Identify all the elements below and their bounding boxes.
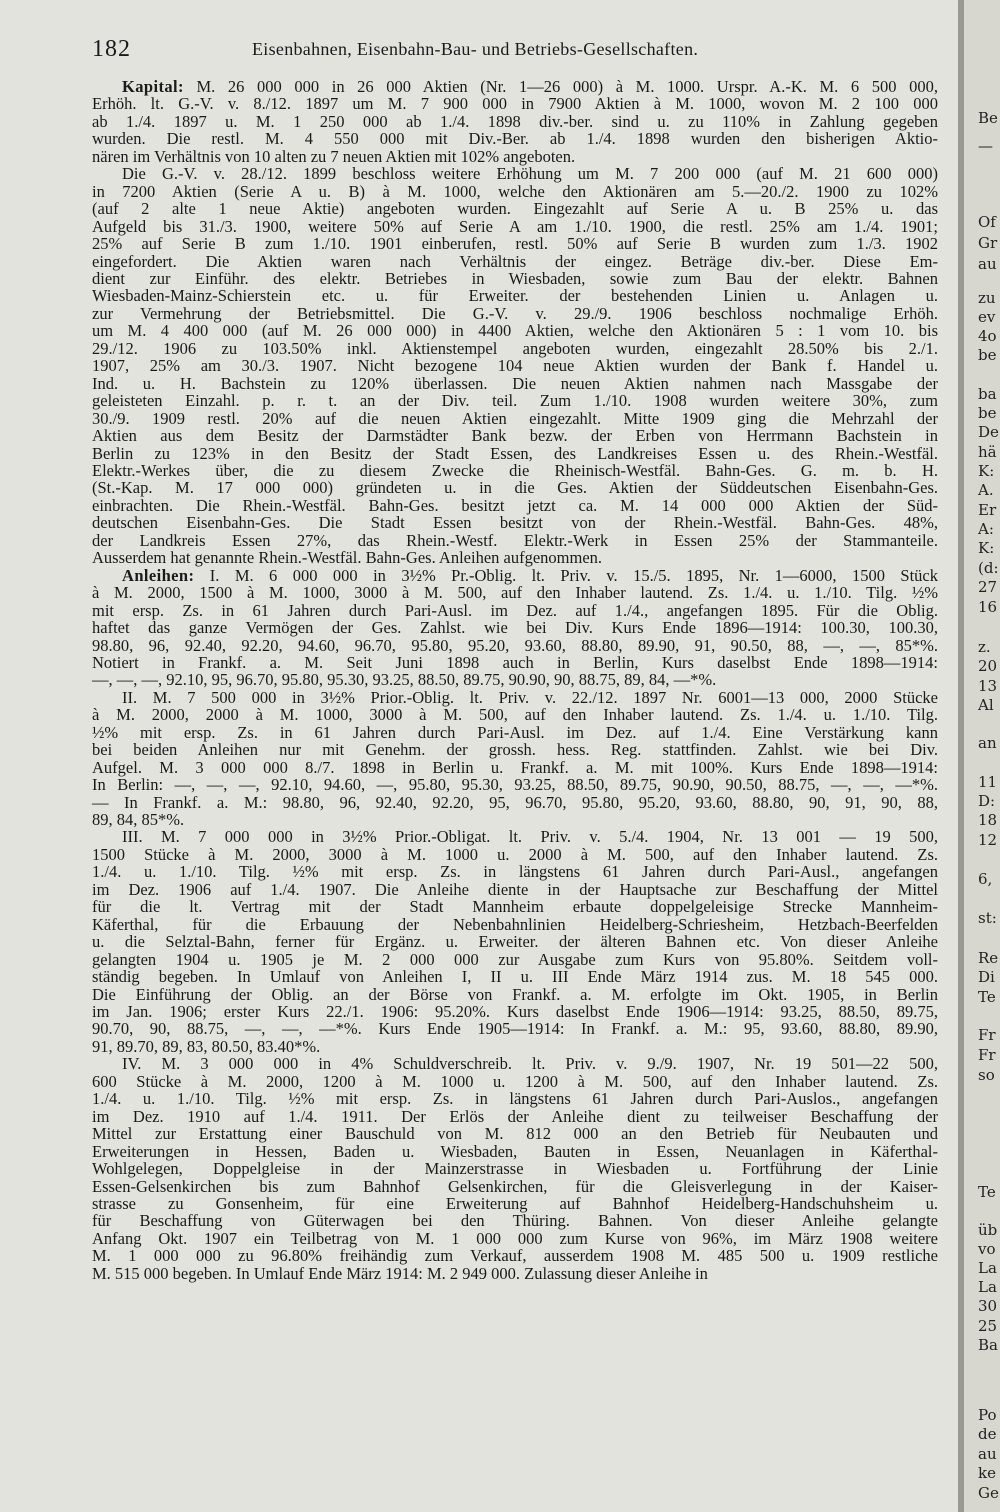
- adjacent-page-fragment: Al: [978, 696, 994, 714]
- text-line: M. 1 000 000 zu 96.80% freihändig zum Verkauf, ausserdem 1908 M. 485 500 u. 1909 restliche: [92, 1246, 938, 1266]
- text-line: ab 1./4. 1897 u. M. 1 250 000 ab 1./4. 1898 div.-ber. sind u. zu 110% in Zahlung gegeben: [92, 111, 938, 131]
- text-line: Erweiterungen in Hessen, Baden u. Wiesbaden, Bauten in Essen, Neuanlagen in Käferthal-: [92, 1141, 938, 1161]
- adjacent-page-fragment: üb: [978, 1221, 998, 1239]
- adjacent-page-fragment: 30: [978, 1297, 998, 1315]
- adjacent-page-fragment: ev: [978, 308, 996, 326]
- adjacent-page-fragment: 25: [978, 1317, 998, 1335]
- adjacent-page-fragment: Re: [978, 949, 999, 967]
- adjacent-page-fragment: 4o: [978, 327, 997, 345]
- adjacent-page-fragment: Fr: [978, 1026, 996, 1044]
- text-line: in 7200 Aktien (Serie A u. B) à M. 1000, welche den Aktionären am 5.—20./2. 1900 zu 102%: [92, 181, 938, 201]
- adjacent-page-edge: [964, 0, 1000, 1512]
- text-line: Notiert in Frankf. a. M. Seit Juni 1898 auch in Berlin, Kurs daselbst Ende 1898—1914:: [92, 652, 938, 672]
- adjacent-page-fragment: 16: [978, 598, 998, 616]
- adjacent-page-fragment: (d:: [978, 559, 999, 577]
- text-line: der Landkreis Essen 27%, das Rhein.-Westf. Elektr.-Werk in Essen 25% der Stammanteile.: [92, 530, 938, 550]
- text-line: um M. 4 400 000 (auf M. 26 000 000) in 4400 Aktien, welche den Aktionären 5 : 1 vom 10. bis: [92, 321, 938, 341]
- text-line: Wiesbaden-Mainz-Schierstein etc. u. für Erweiter. der bestehenden Linien u. Anlagen u.: [92, 286, 938, 306]
- text-line: (auf 2 alte 1 neue Aktie) angeboten wurden. Eingezahlt auf Serie A u. B 25% u. das: [92, 199, 938, 219]
- adjacent-page-fragment: La: [978, 1278, 997, 1296]
- anleihen-loan-4: [92, 1055, 938, 1282]
- adjacent-page-fragment: Po: [978, 1406, 997, 1424]
- text-line: wurden. Die restl. M. 4 550 000 mit Div.-Ber. ab 1./4. 1898 wurden den bisherigen Aktio-: [92, 129, 938, 149]
- text-line: 1907, 25% am 30./3. 1907. Nicht bezogene 104 neue Aktien wurden der Bank f. Handel u.: [92, 356, 938, 376]
- text-line: 90.70, 90, 88.75, —, —, —*%. Kurs Ende 1905—1914: In Frankf. a. M.: 95, 93.60, 88.80, 89.90,: [92, 1019, 938, 1039]
- adjacent-page-fragment: —: [978, 137, 993, 155]
- text-line: M. 515 000 begeben. In Umlauf Ende März 1914: M. 2 949 000. Zulassung dieser Anleihe in: [92, 1263, 708, 1283]
- text-line: (St.-Kap. M. 17 000 000) gründeten u. in die Ges. Aktien der Süddeutschen Eisenbahn-Ges.: [92, 478, 938, 498]
- text-line: nären im Verhältnis von 10 alten zu 7 neuen Aktien mit 102% angeboten.: [92, 146, 576, 166]
- text-line: 600 Stücke à M. 2000, 1200 à M. 1000 u. 1200 à M. 500, auf den Inhaber lautend. Zs.: [92, 1071, 938, 1091]
- anleihen-heading: Anleihen:: [122, 565, 195, 585]
- adjacent-page-fragment: Ba: [978, 1336, 998, 1354]
- text-line: — In Frankf. a. M.: 98.80, 96, 92.40, 92.20, 95, 96.70, 95.80, 95.20, 93.60, 88.80, 90, 91, 90, 88,: [92, 792, 938, 812]
- adjacent-page-fragment: Of: [978, 213, 996, 231]
- adjacent-page-fragment: K:: [978, 462, 995, 480]
- text-line: 98.80, 96, 92.40, 92.20, 94.60, 96.70, 95.80, 95.20, 93.60, 88.80, 89.90, 91, 90.50, 88, —, —, 85*%.: [92, 635, 938, 655]
- body-text: [92, 78, 938, 1282]
- adjacent-page-fragment: La: [978, 1259, 997, 1277]
- kapital-paragraph-1: [92, 78, 938, 165]
- text-line: I. M. 6 000 000 in 3½% Pr.-Oblig. lt. Priv. v. 15./5. 1895, Nr. 1—6000, 1500 Stück: [194, 565, 938, 585]
- text-line: im Dez. 1910 auf 1./4. 1911. Der Erlös der Anleihe dient zu teilweiser Beschaffung der: [92, 1106, 938, 1126]
- page-number: 182: [92, 36, 131, 62]
- adjacent-page-fragment: zu: [978, 289, 996, 307]
- text-line: im Jan. 1906; erster Kurs 22./1. 1906: 95.20%. Kurs daselbst Ende 1906—1914: 93.25, 88.50, 89.75,: [92, 1002, 938, 1022]
- adjacent-page-fragment: be: [978, 346, 997, 364]
- text-line: II. M. 7 500 000 in 3½% Prior.-Oblig. lt. Priv. v. 22./12. 1897 Nr. 6001—13 000, 2000 Stücke: [122, 687, 938, 707]
- text-line: à M. 2000, 1500 à M. 1000, 3000 à M. 500, auf den Inhaber lautend. Zs. 1./4. u. 1./10. Tilg. ½%: [92, 583, 938, 603]
- adjacent-page-fragment: Gr: [978, 234, 998, 252]
- text-line: für die lt. Vertrag mit der Stadt Mannheim erbaute doppelgeleisige Strecke Mannheim-: [92, 897, 938, 917]
- text-line: haftet das ganze Vermögen der Ges. Zahlst. wie bei Div. Kurs Ende 1896—1914: 100.30, 100.30,: [92, 618, 938, 638]
- adjacent-page-fragment: Be: [978, 109, 998, 127]
- text-line: u. die Selztal-Bahn, ferner für Ergänz. u. Erweiter. der älteren Bahnen etc. Von dieser Anleihe: [92, 932, 938, 952]
- adjacent-page-fragment: 11: [978, 773, 998, 791]
- text-line: Essen-Gelsenkirchen bis zum Bahnhof Gelsenkirchen, für die Gleisverlegung in der Kaiser-: [92, 1176, 938, 1196]
- adjacent-page-fragment: 18: [978, 811, 998, 829]
- text-line: für Beschaffung von Güterwagen bei den Thüring. Bahnen. Von dieser Anleihe gelangte: [92, 1211, 938, 1231]
- text-line: In Berlin: —, —, —, 92.10, 94.60, —, 95.80, 95.30, 93.25, 88.50, 89.75, 90.90, 90.50, 88.75, —, —, —*%.: [92, 775, 938, 795]
- adjacent-page-fragment: 27: [978, 578, 998, 596]
- adjacent-page-fragment: A.: [978, 481, 994, 499]
- adjacent-page-fragment: Fr: [978, 1046, 996, 1064]
- adjacent-page-fragment: 13: [978, 677, 998, 695]
- adjacent-page-fragment: De: [978, 423, 999, 441]
- running-title: Eisenbahnen, Eisenbahn-Bau- und Betriebs-Gesellschaften.: [252, 39, 699, 59]
- adjacent-page-fragment: Te: [978, 988, 996, 1006]
- text-line: Die Einführung der Oblig. an der Börse von Frankf. a. M. erfolgte im Okt. 1905, in Berlin: [92, 984, 938, 1004]
- text-line: strasse zu Gonsenheim, für eine Erweiterung auf Bahnhof Heidelberg-Handschuhsheim u.: [92, 1194, 938, 1213]
- text-line: Die G.-V. v. 28./12. 1899 beschloss weitere Erhöhung um M. 7 200 000 (auf M. 21 600 000): [122, 164, 938, 184]
- text-line: 1./4. u. 1./10. Tilg. ½% mit ersp. Zs. in längstens 61 Jahren durch Pari-Auslos., angefangen: [92, 1089, 938, 1109]
- text-line: 1500 Stücke à M. 2000, 3000 à M. 1000 u. 2000 à M. 500, auf den Inhaber lautend. Zs.: [92, 844, 938, 864]
- adjacent-page-fragment: an: [978, 734, 997, 752]
- text-line: ständig begeben. In Umlauf von Anleihen I, II u. III Ende März 1914 zus. M. 18 545 000.: [92, 967, 938, 987]
- page-header: [92, 36, 932, 62]
- adjacent-page-fragment: A:: [978, 520, 994, 538]
- text-line: Käferthal, für die Erbauung der Nebenbahnlinien Heidelberg-Schriesheim, Hetzbach-Beerfelden: [92, 914, 938, 934]
- text-line: Wohlgelegen, Doppelgleise in der Mainzerstrasse in Wiesbaden u. Fortführung der Linie: [92, 1159, 938, 1179]
- text-line: Aufgel. M. 3 000 000 8./7. 1898 in Berlin u. Frankf. a. M. mit 100%. Kurs Ende 1898—1914:: [92, 757, 938, 777]
- anleihen-loan-3: [92, 828, 938, 1055]
- adjacent-page-fragment: vo: [978, 1240, 996, 1258]
- text-line: 91, 89.70, 89, 83, 80.50, 83.40*%.: [92, 1036, 321, 1056]
- adjacent-page-fragment: hä: [978, 443, 997, 461]
- text-line: Ausserdem hat genannte Rhein.-Westfäl. Bahn-Ges. Anleihen aufgenommen.: [92, 548, 603, 568]
- anleihen-loan-1: [92, 567, 938, 689]
- text-line: im Dez. 1906 auf 1./4. 1907. Die Anleihe diente in der Hauptsache zur Beschaffung der Mittel: [92, 879, 938, 899]
- adjacent-page-fragment: ba: [978, 385, 997, 403]
- adjacent-page-fragment: 12: [978, 831, 998, 849]
- text-line: gelangten 1904 u. 1905 je M. 2 000 000 zur Ausgabe zum Kurs von 95.80%. Seitdem voll-: [92, 949, 938, 969]
- adjacent-page-fragment: au: [978, 255, 997, 273]
- adjacent-page-fragment: Ge: [978, 1484, 999, 1502]
- text-line: Elektr.-Werkes über, die zu diesem Zwecke die Rheinisch-Westfäl. Bahn-Ges. G. m. b. H.: [92, 460, 938, 480]
- adjacent-page-fragment: st:: [978, 909, 997, 927]
- adjacent-page-fragment: Er: [978, 501, 997, 519]
- adjacent-page-fragment: z.: [978, 638, 991, 656]
- adjacent-page-fragment: 6,: [978, 870, 993, 888]
- text-line: III. M. 7 000 000 in 3½% Prior.-Obligat. lt. Priv. v. 5./4. 1904, Nr. 13 001 — 19 500,: [122, 827, 938, 847]
- text-line: eingefordert. Die Aktien waren nach Verhältnis der eingez. Beträge div.-ber. Diese Em-: [92, 251, 938, 271]
- text-line: dient zur Einführ. des elektr. Betriebes in Wiesbaden, sowie zum Bau der elektr. Bahnen: [92, 268, 938, 288]
- adjacent-page-fragment: au: [978, 1445, 997, 1463]
- text-line: à M. 2000, 2000 à M. 1000, 3000 à M. 500, auf den Inhaber lautend. Zs. 1./4. u. 1./10. Tilg.: [92, 705, 938, 725]
- adjacent-page-fragment: D:: [978, 792, 996, 810]
- adjacent-page-fragment: de: [978, 1425, 997, 1443]
- text-line: IV. M. 3 000 000 in 4% Schuldverschreib. lt. Priv. v. 9./9. 1907, Nr. 19 501—22 500,: [122, 1054, 938, 1074]
- adjacent-page-fragment: K:: [978, 539, 995, 557]
- text-line: 29./12. 1906 zu 103.50% inkl. Aktienstempel angeboten wurden, eingezahlt 28.50% bis 2./1.: [92, 338, 938, 358]
- adjacent-page-fragment: be: [978, 404, 997, 422]
- text-line: Erhöh. lt. G.-V. v. 8./12. 1897 um M. 7 900 000 in 7900 Aktien à M. 1000, wovon M. 2 100 000: [92, 94, 938, 114]
- text-line: 25% auf Serie B zum 1./10. 1901 einberufen, restl. 50% auf Serie B wurden zum 1./3. 1902: [92, 234, 938, 254]
- text-line: zur Vermehrung der Betriebsmittel. Die G.-V. v. 29./9. 1906 beschloss nochmalige Erhöh.: [92, 303, 938, 323]
- text-line: geleisteten Einzahl. p. r. t. an der Div. teil. Zum 1./10. 1908 wurden weitere 30%, zum: [92, 391, 938, 411]
- text-line: Aktien aus dem Besitz der Darmstädter Bank bezw. der Erben von Herrmann Bachstein in: [92, 426, 938, 446]
- anleihen-loan-2: [92, 689, 938, 829]
- adjacent-page-fragment: Di: [978, 968, 995, 986]
- text-line: Anfang Okt. 1907 ein Teilbetrag von M. 1 000 000 zum Kurse von 96%, im März 1908 weitere: [92, 1228, 938, 1248]
- adjacent-page-fragment: so: [978, 1066, 995, 1084]
- adjacent-page-fragment: 20: [978, 657, 998, 675]
- text-line: 1./4. u. 1./10. Tilg. ½% mit ersp. Zs. in längstens 61 Jahren durch Pari-Ausl., angefangen: [92, 862, 938, 882]
- kapital-heading: Kapital:: [122, 77, 184, 96]
- text-line: Ind. u. H. Bachstein zu 120% überlassen. Die neuen Aktien nahmen nach Massgabe der: [92, 373, 938, 393]
- text-line: Aufgeld bis 31./3. 1900, weitere 50% auf Serie A am 1./10. 1900, die restl. 25% am 1./4. 1901;: [92, 216, 938, 236]
- text-line: Berlin zu 123% in den Besitz der Stadt Essen, des Landkreises Essen u. des Rhein.-Westfäl.: [92, 443, 938, 463]
- text-line: bei beiden Anleihen nur mit Genehm. der grossh. hess. Reg. stattfinden. Zahlst. wie bei Div.: [92, 740, 938, 760]
- text-line: Mittel zur Erstattung einer Bauschuld von M. 812 000 an den Betrieb für Neubauten und: [92, 1124, 938, 1144]
- text-line: M. 26 000 000 in 26 000 Aktien (Nr. 1—26 000) à M. 1000. Urspr. A.-K. M. 6 500 000,: [183, 77, 938, 96]
- kapital-paragraph-2: [92, 165, 938, 566]
- text-line: —, —, —, 92.10, 95, 96.70, 95.80, 95.30, 93.25, 88.50, 89.75, 90.90, 90, 88.75, 89, 84, —*%.: [92, 670, 717, 690]
- text-line: ½% mit ersp. Zs. in 61 Jahren durch Pari-Ausl. im Dez. auf 1./4. Eine Verstärkung kann: [92, 722, 938, 742]
- anleihen-section: [92, 567, 938, 1283]
- text-line: deutschen Eisenbahn-Ges. Die Stadt Essen besitzt von der Rhein.-Westfäl. Bahn-Ges. 48%,: [92, 513, 938, 533]
- text-line: 30./9. 1909 restl. 20% auf die neuen Aktien eingezahlt. Mitte 1909 ging die Mehrzahl der: [92, 408, 938, 428]
- text-line: mit ersp. Zs. in 61 Jahren durch Pari-Ausl. im Dez. auf 1./4., angefangen 1895. Für die Oblig.: [92, 600, 938, 620]
- text-line: einbrachten. Die Rhein.-Westfäl. Bahn-Ges. besitzt jetzt ca. M. 14 000 000 Aktien der Süd-: [92, 495, 938, 515]
- kapital-section: [92, 78, 938, 567]
- adjacent-page-fragment: Te: [978, 1183, 996, 1201]
- text-line: 89, 84, 85*%.: [92, 810, 185, 830]
- adjacent-page-fragment: ke: [978, 1464, 996, 1482]
